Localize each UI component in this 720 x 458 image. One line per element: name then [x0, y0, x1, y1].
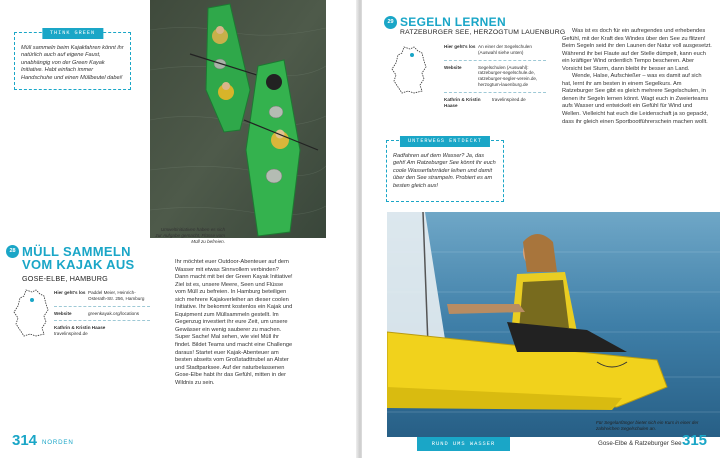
info-label-authors: Kathrin & Kristin Haase: [54, 325, 106, 331]
info-value-authors: travelinspired.de: [492, 96, 526, 102]
info-label-start: Hier geht's los: [54, 290, 86, 295]
info-value-website: greenkayak.org/locations: [88, 310, 140, 316]
kayak-photo-caption: Umweltinitiativen haben es sich zur Aufgabe gemacht, Flüsse vom Müll zu befreien.: [155, 227, 225, 244]
info-label-website: Website: [444, 64, 462, 70]
section-title-line2: VOM KAJAK AUS: [22, 257, 135, 272]
think-green-tip: [14, 32, 131, 90]
info-label-website: Website: [54, 310, 72, 316]
info-divider: [54, 320, 150, 321]
sailing-photo-graphic: [387, 212, 720, 437]
kayak-photo-graphic: [150, 0, 326, 238]
tip-label: UNTERWEGS ENTDECKT: [400, 136, 490, 147]
running-head: NORDEN: [42, 439, 74, 446]
left-page: [0, 0, 358, 458]
section-title: SEGELN LERNEN: [400, 15, 506, 29]
info-value-start: An einer der Segelschulen (Auswahl siehe unten): [478, 44, 532, 55]
tip-text: Radfahren auf dem Wasser? Ja, das geht! Am Ratzeburger See könnt ihr euch coole Wasserfahrräder leihen und damit über den See strampeln. Probiert es am besten gleich aus!: [393, 153, 496, 189]
germany-map-icon: [390, 44, 430, 96]
body-paragraph-1: Was ist es doch für ein aufregendes und erhebendes Gefühl, mit der Kraft des Windes über den See zu flitzen! Beim Segeln seid ihr den Launen der Natur voll ausgesetzt. Während ihr bei Flaute auf der Stelle dümpelt, kann euch ein kräftiger Wind ordentlich Tempo bescheren. Aber Vorsicht bei Sturm, dann bleibt ihr besser an Land.: [562, 28, 712, 72]
info-label-start: Hier geht's los: [444, 44, 476, 49]
footer-category-bar: RUND UMS WASSER: [417, 437, 510, 451]
running-head-right: Gose-Elbe & Ratzeburger See: [598, 440, 682, 447]
info-value-website: Segelschulen (Auswahl): ratzeburger-segelschule.de, ratzeburger-segler-verein.de, herzogtum-lauenburg.de: [478, 64, 538, 87]
info-block: [54, 290, 150, 341]
section-number-badge: 28: [6, 245, 19, 258]
germany-map-icon: [12, 288, 52, 338]
sailing-photo: [387, 212, 720, 437]
section-number-badge: 29: [384, 16, 397, 29]
section-title-line1: MÜLL SAMMELN: [22, 244, 131, 259]
kayak-photo: [150, 0, 326, 238]
body-paragraph-2: Wende, Halse, Aufschießer – was es damit auf sich hat, lernt ihr am besten in einem Segelkurs. Am Ratzeburger See gibt es gleich mehrere Segelschulen, in denen ihr Segeln lernen könnt. Wagt euch in Zweierteams aufs Wasser und entwickelt ein Gefühl für Wind und Wellen. Vielleicht hat euch die Leidenschaft ja so gepackt, dass ihr gleich einen Sportbootführerschein machen wollt.: [562, 73, 709, 125]
tip-text: Müll sammeln beim Kajakfahren könnt ihr natürlich auch auf eigene Faust, unabhängig von der Green Kayak Initiative. Habt einfach immer Handschuhe und einen Müllbeutel dabei!: [21, 45, 124, 81]
page-number: 315: [682, 432, 708, 449]
info-divider: [54, 306, 150, 307]
tip-label: THINK GREEN: [42, 28, 103, 39]
info-label-authors: Kathrin & Kristin Haase: [444, 96, 481, 108]
section-subtitle: GOSE-ELBE, HAMBURG: [22, 274, 108, 283]
body-text: Ihr möchtet euer Outdoor-Abenteuer auf dem Wasser mit etwas Sinnvollem verbinden? Dann macht mit bei der Green Kayak Initiative! Ziel ist es, unsere Meere, Seen und Flüsse vom Müll zu befreien. In Hamburg beteiligen sich mehrere Kajakverleiher an dieser coolen Initiative. Ihr bekommt kostenlos ein Kajak und Equipment zum Müllsammeln gestellt. Im Gegenzug investiert ihr eure Zeit, um unsere Gewässer ein wenig sauberer zu machen. Super Sache! Mal sehen, wie viel Müll ihr findet. Bildet Teams und macht eine Challenge daraus! Startet euer Kajak-Abenteuer am besten abseits vom Großstadttrubel an Alster und Stadtparksee. Auf der naturbelassenen Gose-Elbe habt ihr das Gefühl, mitten in der Wildnis zu sein.: [175, 259, 293, 386]
body-text: [562, 28, 712, 126]
page-number: 314: [12, 432, 38, 449]
info-divider: [444, 60, 546, 61]
unterwegs-tip: [386, 140, 504, 202]
info-value-authors: travelinspired.de: [54, 331, 88, 337]
info-value-start: Paddel Meier, Heinrich-Osterath-Str. 256, Hamburg: [88, 290, 145, 301]
sailing-photo-caption: Für Segelanfänger bietet sich ein Kurs in einer der zahlreichen Segelschulen an.: [596, 420, 699, 431]
info-block: [444, 44, 546, 112]
right-page: [362, 0, 720, 458]
section-subtitle: RATZEBURGER SEE, HERZOGTUM LAUENBURG: [400, 29, 566, 36]
info-divider: [444, 92, 546, 93]
